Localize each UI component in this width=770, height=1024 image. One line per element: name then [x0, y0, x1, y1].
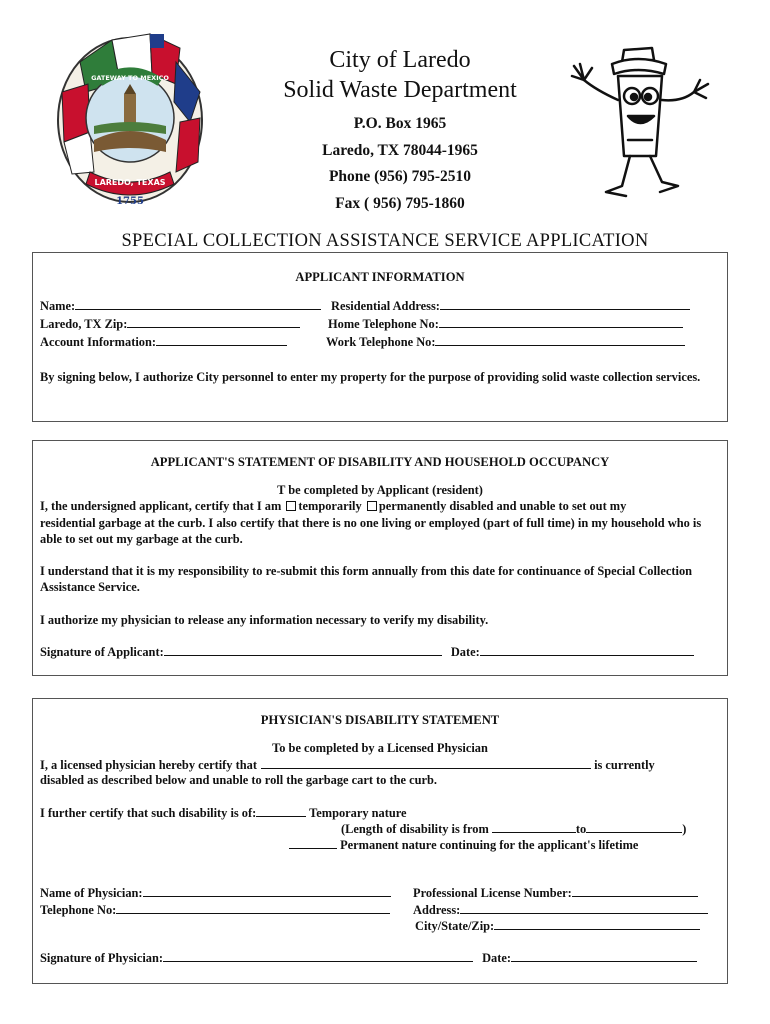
temporary-nature-label: Temporary nature: [309, 806, 407, 820]
trash-can-mascot-illustration: [566, 40, 716, 210]
physician-telephone-row: [40, 902, 390, 918]
home-phone-label: Home Telephone No:: [328, 317, 439, 331]
temporarily-label: temporarily: [298, 499, 362, 513]
cert-text-b: permanently disabled and unable to set out my: [378, 499, 627, 513]
seal-ribbon-text: LAREDO, TEXAS: [94, 178, 166, 187]
applicant-signature-row: [40, 644, 694, 660]
seal-banner-text: GATEWAY TO MEXICO: [91, 74, 169, 82]
zip-label: Laredo, TX Zip:: [40, 317, 128, 331]
physician-release-statement: I authorize my physician to release any information necessary to verify my disability.: [40, 613, 489, 627]
temporary-mark-line[interactable]: [256, 805, 306, 817]
applicant-date-line[interactable]: [480, 644, 694, 656]
name-input-line[interactable]: [75, 298, 321, 310]
seal-year-text: 1755: [116, 196, 144, 207]
certification-rest: residential garbage at the curb. I also certify that there is no one living or employed (part of full time) in my household who is able to set out my garbage at the curb.: [40, 516, 702, 547]
physician-cert-text-b: is currently: [594, 758, 655, 772]
length-of-disability-row: [341, 821, 686, 837]
permanent-nature-row: [289, 837, 638, 853]
department-name: Solid Waste Department: [283, 77, 517, 103]
resubmit-statement: I understand that it is my responsibility to re-submit this form annually from this date for continuance of Special Collection Assistance Service.: [40, 564, 693, 595]
physician-address-row: [413, 902, 708, 918]
patient-name-line[interactable]: [261, 757, 591, 769]
name-label: Name:: [40, 299, 76, 313]
address-label: Residential Address:: [331, 299, 440, 313]
length-close-paren: ): [682, 822, 687, 836]
physician-signature-line[interactable]: [163, 950, 473, 962]
applicant-statement-section: [32, 440, 728, 676]
account-field-row: [40, 334, 287, 350]
city-seal-logo: [50, 22, 210, 212]
po-box: P.O. Box 1965: [353, 115, 447, 132]
address-input-line[interactable]: [440, 298, 690, 310]
work-phone-input-line[interactable]: [435, 334, 685, 346]
applicant-signature-label: Signature of Applicant:: [40, 645, 164, 659]
work-phone-label: Work Telephone No:: [326, 335, 436, 349]
fax-number: Fax ( 956) 795-1860: [335, 194, 465, 212]
further-certify-label: I further certify that such disability is of:: [40, 806, 257, 820]
physician-statement-title: PHYSICIAN'S DISABILITY STATEMENT: [260, 713, 500, 727]
zip-field-row: [40, 316, 300, 332]
physician-telephone-line[interactable]: [116, 902, 390, 914]
length-from-line[interactable]: [492, 821, 576, 833]
authorization-statement: By signing below, I authorize City personnel to enter my property for the purpose of providing solid waste collection services.: [40, 370, 701, 384]
physician-name-row: [40, 885, 391, 901]
physician-name-label: Name of Physician:: [40, 886, 143, 900]
applicant-date-label: Date:: [450, 645, 480, 659]
address-field-row: [331, 298, 690, 314]
physician-date-label: Date:: [482, 951, 512, 965]
physician-cert-text-a: I, a licensed physician hereby certify that: [40, 758, 257, 772]
city-zip: Laredo, TX 78044-1965: [322, 141, 478, 159]
account-input-line[interactable]: [156, 334, 287, 346]
phone-number: Phone (956) 795-2510: [328, 168, 472, 185]
physician-signature-label: Signature of Physician:: [40, 951, 163, 965]
length-to-label: to: [575, 822, 587, 836]
physician-signature-row: [40, 950, 697, 966]
length-to-line[interactable]: [586, 821, 682, 833]
home-phone-input-line[interactable]: [439, 316, 683, 328]
zip-input-line[interactable]: [127, 316, 300, 328]
certification-line-1: [40, 499, 626, 514]
physician-cert-line-2: disabled as described below and unable to roll the garbage cart to the curb.: [40, 773, 437, 787]
work-phone-field-row: [326, 334, 685, 350]
cert-text-a: I, the undersigned applicant, certify that I am: [40, 499, 282, 513]
letterhead: [200, 45, 600, 217]
city-state-zip-line[interactable]: [494, 918, 700, 930]
applicant-statement-title: APPLICANT'S STATEMENT OF DISABILITY AND HOUSEHOLD OCCUPANCY: [150, 455, 610, 469]
permanently-checkbox[interactable]: [367, 501, 377, 511]
permanent-nature-label: Permanent nature continuing for the applicant's lifetime: [340, 838, 639, 852]
account-label: Account Information:: [40, 335, 156, 349]
license-number-label: Professional License Number:: [413, 886, 572, 900]
physician-cert-line-1: [40, 757, 655, 773]
physician-address-label: Address:: [413, 903, 461, 917]
physician-date-line[interactable]: [511, 950, 697, 962]
home-phone-field-row: [328, 316, 683, 332]
city-state-zip-row: [415, 918, 700, 934]
license-number-row: [413, 885, 698, 901]
temporarily-checkbox[interactable]: [286, 501, 296, 511]
further-certify-row: [40, 805, 407, 821]
name-field-row: [40, 298, 321, 314]
applicant-info-title: APPLICANT INFORMATION: [295, 270, 465, 284]
applicant-information-section: [32, 252, 728, 422]
physician-telephone-label: Telephone No:: [40, 903, 117, 917]
city-name: City of Laredo: [329, 47, 471, 73]
form-title: SPECIAL COLLECTION ASSISTANCE SERVICE APPLICATION: [121, 231, 649, 251]
physician-name-line[interactable]: [143, 885, 391, 897]
applicant-statement-subtitle: T be completed by Applicant (resident): [277, 483, 483, 497]
physician-statement-section: [32, 698, 728, 984]
license-number-line[interactable]: [572, 885, 698, 897]
permanent-mark-line[interactable]: [289, 837, 337, 849]
physician-address-line[interactable]: [460, 902, 708, 914]
length-label: (Length of disability is from: [341, 822, 489, 836]
applicant-signature-line[interactable]: [164, 644, 442, 656]
physician-statement-subtitle: To be completed by a Licensed Physician: [272, 741, 488, 755]
city-state-zip-label: City/State/Zip:: [415, 919, 495, 933]
